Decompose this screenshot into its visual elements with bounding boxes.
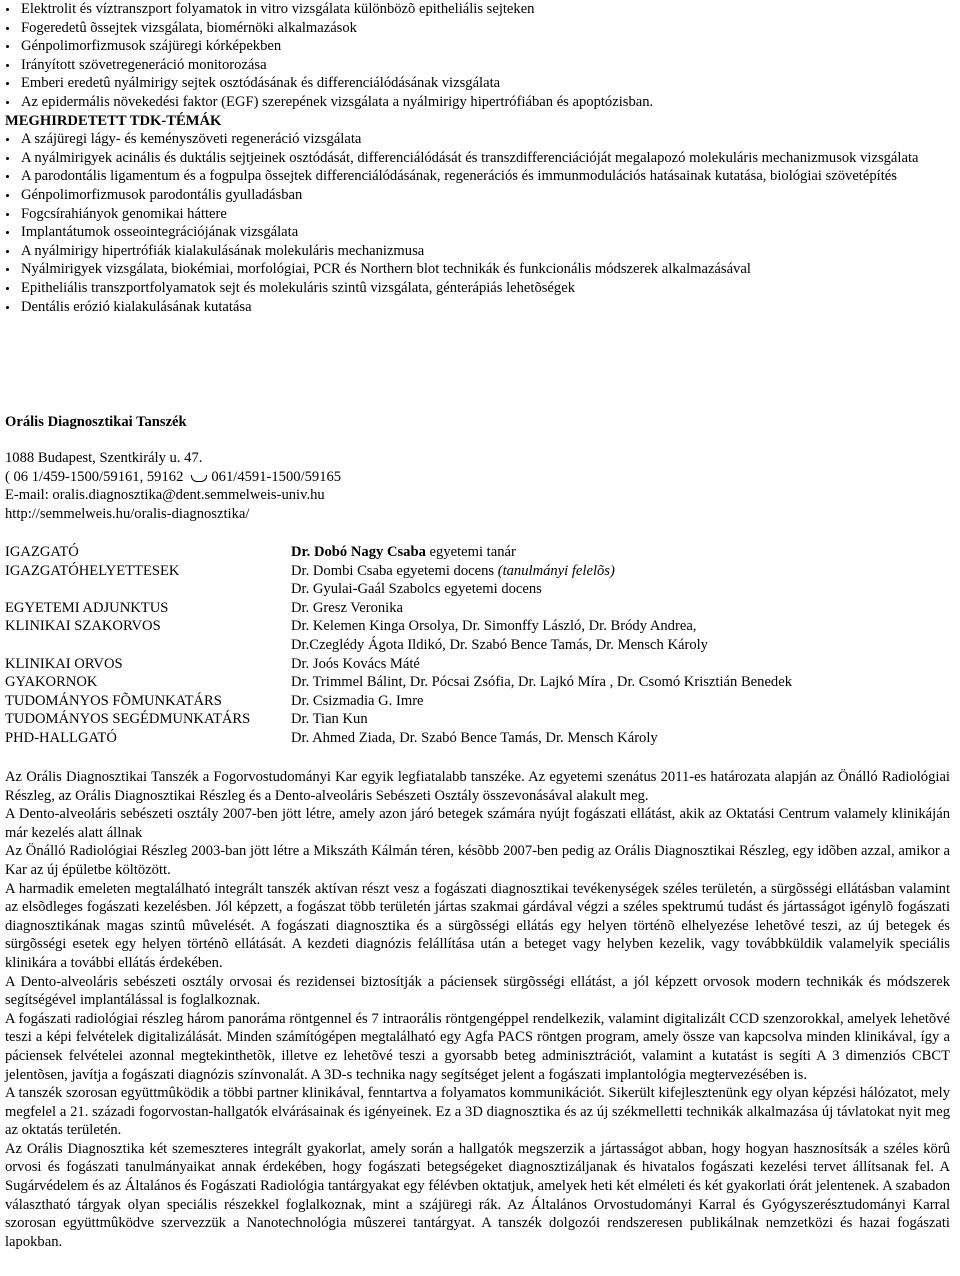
list-item: Implantátumok osseointegrációjának vizsgálata — [5, 223, 953, 242]
staff-role: IGAZGATÓHELYETTESEK — [5, 562, 180, 579]
staff-names: Dr. Kelemen Kinga Orsolya, Dr. Simonffy László, Dr. Bródy Andrea, — [291, 618, 697, 635]
staff-role: TUDOMÁNYOS FÕMUNKATÁRS — [5, 692, 222, 709]
paragraph: A Dento-alveoláris sebészeti osztály 2007-ben jött létre, amely azon járó betegek számára nyújt fogászati ellátást, akik az Oktatási Centrum valamely klinikáján már kezelés alatt állnak — [5, 806, 950, 841]
list-item: Az epidermális növekedési faktor (EGF) szerepének vizsgálata a nyálmirigy hipertrófiában és apoptózisban. — [5, 93, 953, 112]
staff-role: PHD-HALLGATÓ — [5, 729, 117, 746]
department-title: Orális Diagnosztikai Tanszék — [5, 414, 187, 430]
tdk-topic-list — [5, 130, 953, 316]
fax-number: 061/4591-1500/59165 — [211, 468, 342, 485]
paragraph: A fogászati radiológiai részleg három panoráma röntgennel és 7 intraorális röntgengéppel rendelkezik, valamint digitalizált CCD szenzorokkal, amelyek lehetõvé teszi a képi felvételek digitalizálását. Minden számítógépen megtalálható egy Agfa PACS röntgen program, amely össze van kapcsolva minden klinikával, így a páciensek felvételei azonnal megtekinthetõk, illetve ez lehetõvé teszi a gyorsabb beteg adminisztrációt, valamint a kutatást is segíti A 3 dimenziós CBCT jelentõsen, javítja a fogászati diagnózis színvonalát. A 3D-s technika nagy segítséget jelent a fogászati implantológia megtervezésében is. — [5, 1010, 950, 1083]
address: 1088 Budapest, Szentkirály u. 47. — [5, 450, 203, 466]
paragraph: A harmadik emeleten megtalálható integrált tanszék aktívan részt vesz a fogászati diagnosztikai tevékenységek széles területén, a sürgõsségi ellátásban valamint az elsõdleges fogászati kezelésben. Jól képzett, a fogászat több területén jártas szakmai gárdával végzi a széles spektrumú tudást és jártasságot igénylõ fogászati diagnosztikának magas szintû mûvelését. A fogászati diagnosztika és a sürgõsségi ellátás egy helyen történõ elhelyezése lehetõvé teszi, az új betegek és sürgõsségi esetek egy helyen történõ ellátását. A kezdeti diagnózis felállítása után a beteget vagy helyben kezelik, vagy továbbküldik valamelyik speciális klinikára a további ellátás érdekében. — [5, 880, 950, 971]
list-item: A nyálmirigyek acinális és duktális sejtjeinek osztódását, differenciálódását és transzdifferenciációját megalapozó molekuláris mechanizmusok vizsgálata — [5, 149, 953, 168]
staff-row — [5, 692, 953, 711]
staff-names: Dr. Ahmed Ziada, Dr. Szabó Bence Tamás, Dr. Mensch Károly — [291, 729, 658, 746]
paragraph: Az Orális Diagnosztika két szemeszteres integrált gyakorlat, amely során a hallgatók megszerzik a jártasságot abban, hogy hogyan hasznosítsák a széles körû orvosi és fogászati tanulmányaikat annak érdekében, hogy fogászati betegségeket diagnosztizáljanak és hivatalos fogászati kezelési tervet állítsanak fel. A Sugárvédelem és az Általános és Fogászati Radiológia tantárgyakat egy félévben oktatjuk, amelyek heti két elméleti és két gyakorlati órát jelentenek. A szabadon választható tárgyak olyan speciális részekkel foglalkoznak, mint a szájüregi rák. Az Általános Orvostudományi Karral és Gyógyszerésztudományi Karral szorosan együttmûködve szervezzük a Nanotechnológia mûszerei tantárgyat. A tanszék dolgozói rendszeresen publikálnak nemzetközi és hazai fogászati lapokban. — [5, 1140, 950, 1250]
staff-role — [5, 580, 291, 599]
staff-role: IGAZGATÓ — [5, 544, 79, 560]
department-description — [5, 768, 950, 1251]
staff-role: GYAKORNOK — [5, 674, 98, 691]
staff-names: Dr. Gyulai-Gaál Szabolcs egyetemi docens — [291, 581, 542, 598]
staff-row — [5, 729, 953, 748]
phone-number: ( 06 1/459-1500/59161, 59162 — [5, 468, 184, 485]
staff-names: Dr. Joós Kovács Máté — [291, 655, 420, 672]
list-item: A nyálmirigy hipertrófiák kialakulásának molekuláris mechanizmusa — [5, 242, 953, 261]
staff-names: Dr. Dombi Csaba egyetemi docens (tanulmányi felelõs) — [291, 562, 615, 579]
list-item: Génpolimorfizmusok parodontális gyulladásban — [5, 186, 953, 205]
staff-table — [5, 543, 953, 748]
document-page — [5, 0, 953, 1250]
staff-names: Dr. Tian Kun — [291, 711, 368, 728]
website-link[interactable]: http://semmelweis.hu/oralis-diagnosztika/ — [5, 505, 250, 522]
paragraph: Az Orális Diagnosztikai Tanszék a Fogorvostudományi Kar egyik legfiatalabb tanszéke. Az egyetemi szenátus 2011-es határozata alapján az Önálló Radiológiai Részleg, az Orális Diagnosztikai Részleg és a Dento-alveoláris Sebészeti Osztály összevonásával alakult meg. — [5, 769, 950, 804]
staff-row — [5, 673, 953, 692]
staff-role: TUDOMÁNYOS SEGÉDMUNKATÁRS — [5, 711, 251, 728]
staff-names: Dr. Gresz Veronika — [291, 599, 403, 616]
staff-names: Dr. Dobó Nagy Csaba egyetemi tanár — [291, 544, 516, 560]
staff-row — [5, 655, 953, 674]
list-item: A parodontális ligamentum és a fogpulpa õssejtek differenciálódásának, regenerációs és immunmodulációs hatásainak kutatása, biológiai szövetépítés — [5, 167, 953, 186]
list-item: Fogcsírahiányok genomikai háttere — [5, 205, 953, 224]
staff-row — [5, 636, 953, 655]
list-item: Irányított szövetregeneráció monitorozása — [5, 56, 953, 75]
list-item: Elektrolit és víztranszport folyamatok in vitro vizsgálata különbözõ epitheliális sejteken — [5, 0, 953, 19]
staff-row — [5, 543, 953, 562]
list-item: Dentális erózió kialakulásának kutatása — [5, 298, 953, 317]
staff-role: KLINIKAI SZAKORVOS — [5, 618, 161, 635]
staff-row — [5, 599, 953, 618]
email[interactable]: E-mail: oralis.diagnosztika@dent.semmelweis-univ.hu — [5, 487, 325, 504]
staff-role: EGYETEMI ADJUNKTUS — [5, 599, 169, 616]
list-item: Nyálmirigyek vizsgálata, biokémiai, morfológiai, PCR és Northern blot technikák és funkcionális módszerek alkalmazásával — [5, 260, 953, 279]
paragraph: A Dento-alveoláris sebészeti osztály orvosai és rezidensei biztosítják a páciensek sürgõsségi ellátást, a jól képzett orvosok modern technikák és módszerek segítségével implantálással is foglalkoznak. — [5, 973, 950, 1009]
list-item: Génpolimorfizmusok szájüregi kórképekben — [5, 37, 953, 56]
list-item: Fogeredetû õssejtek vizsgálata, biomérnöki alkalmazások — [5, 19, 953, 38]
staff-row — [5, 710, 953, 729]
phone-fax-line — [5, 468, 341, 487]
staff-row — [5, 617, 953, 636]
research-topic-list — [5, 0, 953, 112]
contact-block — [5, 449, 341, 523]
staff-names: Dr. Csizmadia G. Imre — [291, 692, 424, 709]
staff-row — [5, 562, 953, 581]
staff-row — [5, 580, 953, 599]
paragraph: A tanszék szorosan együttmûködik a többi partner klinikával, fenntartva a folyamatos kommunikációt. Sikerült kifejlesztenünk egy olyan képzési hálózatot, mely megfelel a 21. századi fogorvostan-hallgatók elvárásainak és igényeinek. Ez a 3D diagnosztika és az új székmelletti technikák alkalmazása új távlatokat nyit meg az oktatás területén. — [5, 1085, 950, 1139]
fax-icon — [191, 475, 207, 482]
tdk-heading: MEGHIRDETETT TDK-TÉMÁK — [5, 112, 222, 129]
staff-role: KLINIKAI ORVOS — [5, 655, 123, 672]
staff-names: Dr. Trimmel Bálint, Dr. Pócsai Zsófia, Dr. Lajkó Míra , Dr. Csomó Krisztián Benedek — [291, 674, 793, 691]
list-item: Emberi eredetû nyálmirigy sejtek osztódásának és differenciálódásának vizsgálata — [5, 74, 953, 93]
staff-role — [5, 636, 291, 655]
staff-names: Dr.Czeglédy Ágota Ildikó, Dr. Szabó Bence Tamás, Dr. Mensch Károly — [291, 636, 708, 653]
paragraph: Az Önálló Radiológiai Részleg 2003-ban jött létre a Mikszáth Kálmán téren, késõbb 2007-ben pedig az Orális Diagnosztikai Részleg, egy idõben azzal, amikor a Kar az új épületbe költözött. — [5, 843, 950, 878]
list-item: A szájüregi lágy- és keményszöveti regeneráció vizsgálata — [5, 130, 953, 149]
list-item: Epitheliális transzportfolyamatok sejt és molekuláris szintû vizsgálata, génterápiás lehetõségek — [5, 279, 953, 298]
